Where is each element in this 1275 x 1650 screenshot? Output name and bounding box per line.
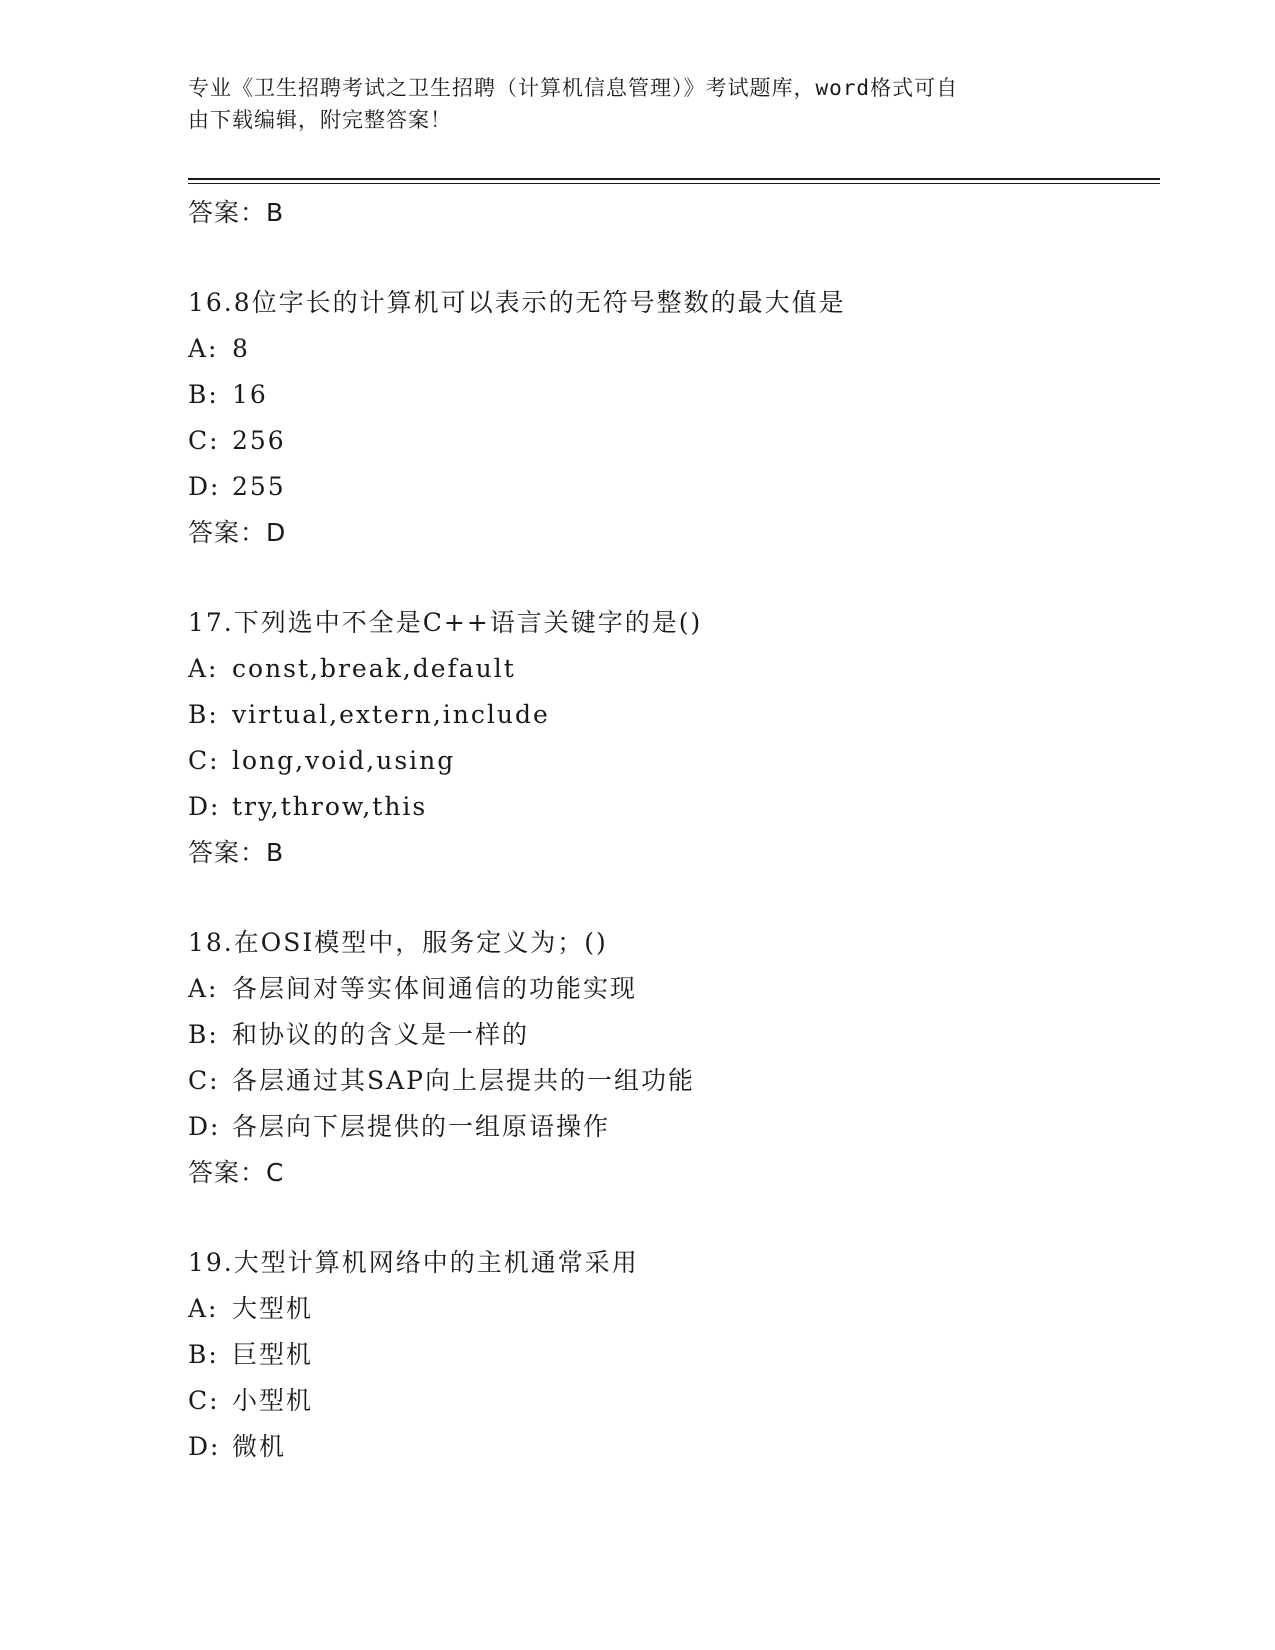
option-text: 巨型机	[232, 1340, 314, 1369]
option-text: 微机	[232, 1432, 287, 1461]
option-text: 大型机	[232, 1294, 314, 1323]
question-title: 19.大型计算机网络中的主机通常采用	[188, 1248, 639, 1277]
option-text: 256	[232, 426, 286, 455]
option-text: 255	[232, 472, 286, 501]
option-key: D:	[188, 1112, 221, 1141]
option-key: C:	[188, 1386, 220, 1415]
header-line-2: 由下载编辑，附完整答案！	[188, 108, 452, 132]
option-text: 各层通过其SAP向上层提共的一组功能	[232, 1066, 696, 1095]
answer-line: 答案：C	[188, 1158, 285, 1187]
option-a	[188, 966, 1148, 1012]
option-key: A:	[188, 1294, 219, 1323]
option-key: C:	[188, 426, 220, 455]
option-key: A:	[188, 974, 219, 1003]
option-key: B:	[188, 1020, 219, 1049]
header-divider-thin	[188, 183, 1160, 184]
option-text: 各层向下层提供的一组原语操作	[232, 1112, 611, 1141]
option-b	[188, 1332, 1148, 1378]
question-title: 16.8位字长的计算机可以表示的无符号整数的最大值是	[188, 288, 846, 317]
question-17	[188, 600, 1148, 876]
option-key: B:	[188, 380, 219, 409]
question-title: 18.在OSI模型中，服务定义为；()	[188, 928, 608, 957]
option-d	[188, 464, 1148, 510]
option-d	[188, 784, 1148, 830]
option-a	[188, 326, 1148, 372]
option-c	[188, 1058, 1148, 1104]
option-text: 8	[232, 334, 250, 363]
option-text: 16	[232, 380, 268, 409]
answer-line: 答案：B	[188, 838, 285, 867]
option-key: C:	[188, 746, 220, 775]
option-c	[188, 738, 1148, 784]
option-text: const,break,default	[232, 654, 516, 683]
option-b	[188, 372, 1148, 418]
document-header	[188, 72, 1068, 136]
question-list	[188, 190, 1148, 1470]
option-c	[188, 418, 1148, 464]
answer-line: 答案：D	[188, 518, 287, 547]
option-a	[188, 1286, 1148, 1332]
question-title: 17.下列选中不全是C++语言关键字的是()	[188, 608, 703, 637]
option-key: C:	[188, 1066, 220, 1095]
option-a	[188, 646, 1148, 692]
option-key: D:	[188, 472, 221, 501]
header-divider-thick	[188, 178, 1160, 180]
option-text: 和协议的的含义是一样的	[232, 1020, 530, 1049]
option-key: A:	[188, 334, 219, 363]
option-key: B:	[188, 1340, 219, 1369]
option-d	[188, 1104, 1148, 1150]
option-text: try,throw,this	[232, 792, 428, 821]
option-key: D:	[188, 792, 221, 821]
question-16	[188, 280, 1148, 556]
option-c	[188, 1378, 1148, 1424]
option-key: A:	[188, 654, 219, 683]
option-text: virtual,extern,include	[232, 700, 550, 729]
option-text: 各层间对等实体间通信的功能实现	[232, 974, 638, 1003]
option-d	[188, 1424, 1148, 1470]
previous-answer: 答案：B	[188, 198, 285, 227]
option-text: 小型机	[232, 1386, 314, 1415]
option-b	[188, 692, 1148, 738]
option-text: long,void,using	[232, 746, 456, 775]
header-line-1: 专业《卫生招聘考试之卫生招聘（计算机信息管理）》考试题库，word格式可自	[188, 76, 959, 100]
question-18	[188, 920, 1148, 1196]
option-key: B:	[188, 700, 219, 729]
option-b	[188, 1012, 1148, 1058]
option-key: D:	[188, 1432, 221, 1461]
question-19	[188, 1240, 1148, 1470]
